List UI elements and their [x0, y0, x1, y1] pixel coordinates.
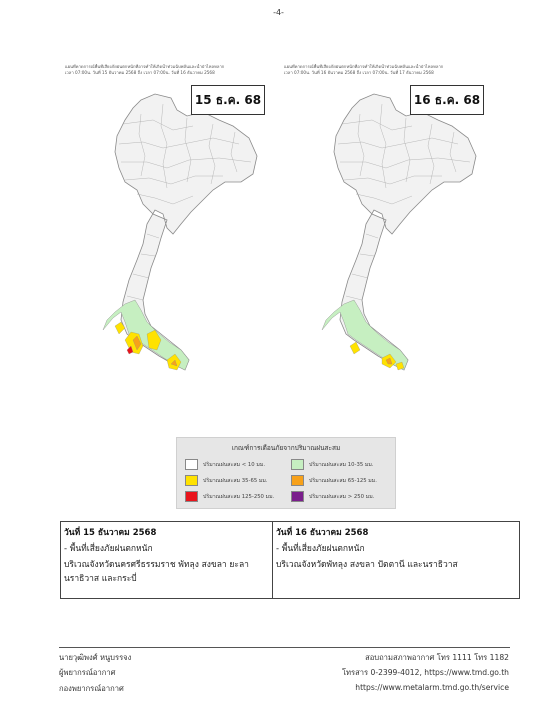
legend-item: ปริมาณฝนสะสม 125-250 มม.	[185, 491, 274, 502]
forecaster-position: ผู้พยากรณ์อากาศ	[59, 668, 116, 677]
risk-label: - พื้นที่เสี่ยงภัยฝนตกหนัก	[276, 544, 365, 554]
page-number: -4-	[273, 8, 284, 17]
legend-item: ปริมาณฝนสะสม 65-125 มม.	[291, 475, 377, 486]
column-heading: วันที่ 16 ธันวาคม 2568	[276, 528, 369, 538]
contact-phone: สอบถามสภาพอากาศ โทร 1111 โทร 1182	[365, 653, 509, 662]
legend-item: ปริมาณฝนสะสม 10-35 มม.	[291, 459, 374, 470]
contact-fax-web[interactable]: โทรสาร 0-2399-4012, https://www.tmd.go.th	[341, 668, 509, 677]
legend-title: เกณฑ์การเตือนภัยจากปริมาณฝนสะสม	[231, 444, 341, 452]
map-caption: แผนที่คาดการณ์พื้นที่เสี่ยงภัยฝนตกหนักที่อาจทำให้เกิดน้ำท่วมฉับพลันและน้ำป่าไหลหลาก เวลา 07:00น. วันที่ 15 ธันวาคม 2568 ถึง เวลา 07:00น. วันที่ 16 ธันวาคม 2568	[65, 64, 225, 75]
risk-label: - พื้นที่เสี่ยงภัยฝนตกหนัก	[64, 544, 153, 554]
date-label: 15 ธ.ค. 68	[191, 85, 265, 115]
risk-provinces: บริเวณจังหวัดนครศรีธรรมราช พัทลุง สงขลา ยะลา	[64, 560, 249, 570]
legend-swatch	[291, 491, 304, 502]
table-column-dec-16	[273, 522, 519, 598]
table-column-dec-15	[61, 522, 272, 598]
legend-swatch	[185, 475, 198, 486]
legend-item: ปริมาณฝนสะสม > 250 มม.	[291, 491, 374, 502]
risk-area-table	[60, 521, 520, 599]
forecast-map-16-dec	[282, 64, 492, 376]
forecast-map-15-dec	[63, 64, 273, 376]
footer-divider	[59, 647, 510, 648]
rain-area-yellow	[350, 342, 360, 354]
division-name: กองพยากรณ์อากาศ	[59, 684, 124, 693]
legend-swatch	[291, 475, 304, 486]
date-label: 16 ธ.ค. 68	[410, 85, 484, 115]
column-heading: วันที่ 15 ธันวาคม 2568	[64, 528, 157, 538]
legend-swatch	[185, 491, 198, 502]
legend-swatch	[185, 459, 198, 470]
forecaster-name: นายวุฒิพงศ์ หนูบรรจง	[59, 653, 132, 662]
risk-provinces: บริเวณจังหวัดพัทลุง สงขลา ปัตตานี และนราธิวาส	[276, 560, 458, 570]
rainfall-legend	[176, 437, 396, 509]
risk-provinces-cont: นราธิวาส และกระบี่	[64, 574, 137, 584]
legend-item: ปริมาณฝนสะสม 35-65 มม.	[185, 475, 268, 486]
legend-swatch	[291, 459, 304, 470]
map-caption: แผนที่คาดการณ์พื้นที่เสี่ยงภัยฝนตกหนักที่อาจทำให้เกิดน้ำท่วมฉับพลันและน้ำป่าไหลหลาก เวลา 07:00น. วันที่ 16 ธันวาคม 2568 ถึง เวลา 07:00น. วันที่ 17 ธันวาคม 2568	[284, 64, 444, 75]
service-link[interactable]: https://www.metalarm.tmd.go.th/service	[355, 683, 509, 692]
legend-item: ปริมาณฝนสะสม < 10 มม.	[185, 459, 265, 470]
